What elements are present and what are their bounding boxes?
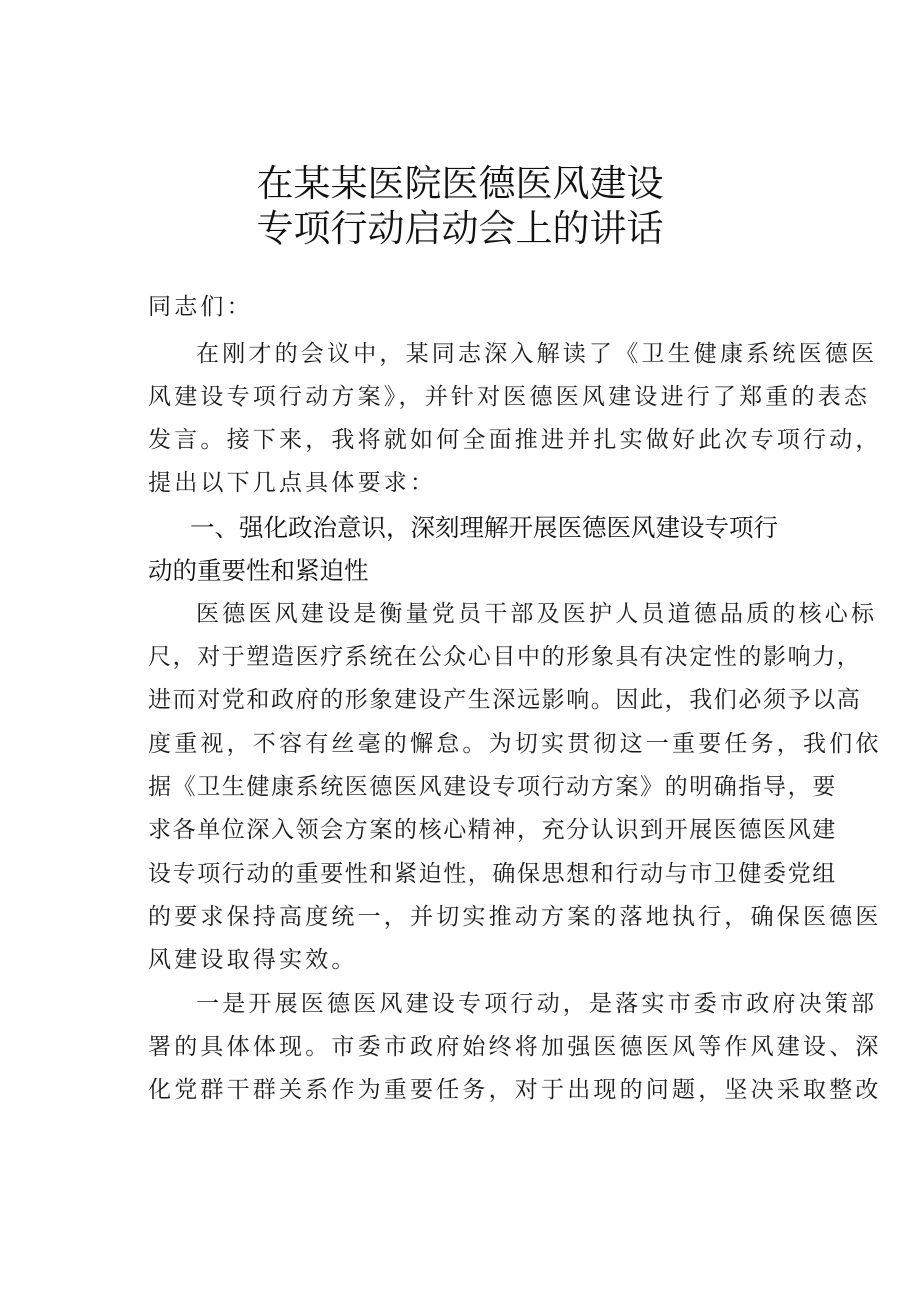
salutation: 同志们： [148, 294, 253, 320]
body-line: 度重视，不容有丝毫的懈怠。为切实贯彻这一重要任务，我们依 [148, 731, 882, 757]
document-title-line-2: 专项行动启动会上的讲话 [256, 207, 664, 250]
body-line: 尺，对于塑造医疗系统在公众心目中的形象具有决定性的影响力， [148, 644, 862, 670]
body-line: 风建设取得实效。 [148, 947, 358, 973]
body-line: 求各单位深入领会方案的核心精神，充分认识到开展医德医风建 [148, 817, 837, 843]
section-heading-line: 动的重要性和紧迫性 [148, 556, 369, 585]
intro-line: 发言。接下来，我将就如何全面推进并扎实做好此次专项行动， [148, 427, 882, 453]
body-line: 设专项行动的重要性和紧迫性，确保思想和行动与市卫健委党组 [148, 861, 837, 887]
body-line: 的要求保持高度统一，并切实推动方案的落地执行，确保医德医 [148, 904, 882, 930]
intro-line: 提出以下几点具体要求： [148, 470, 437, 496]
body-line: 署的具体体现。市委市政府始终将加强医德医风等作风建设、深 [148, 1034, 882, 1060]
intro-line: 在刚才的会议中，某同志深入解读了《卫生健康系统医德医 [196, 341, 878, 367]
section-heading-line: 一、强化政治意识，深刻理解开展医德医风建设专项行 [190, 513, 778, 542]
body-line: 医德医风建设是衡量党员干部及医护人员道德品质的核心标 [196, 601, 878, 627]
body-line: 进而对党和政府的形象建设产生深远影响。因此，我们必须予以高 [148, 687, 862, 713]
body-line: 据《卫生健康系统医德医风建设专项行动方案》的明确指导，要 [148, 774, 837, 800]
intro-line: 风建设专项行动方案》，并针对医德医风建设进行了郑重的表态 [148, 384, 871, 410]
body-line: 化党群干群关系作为重要任务，对于出现的问题，坚决采取整改 [148, 1077, 882, 1103]
document-title-line-1: 在某某医院医德医风建设 [256, 162, 664, 205]
body-line: 一是开展医德医风建设专项行动，是落实市委市政府决策部 [196, 991, 878, 1017]
